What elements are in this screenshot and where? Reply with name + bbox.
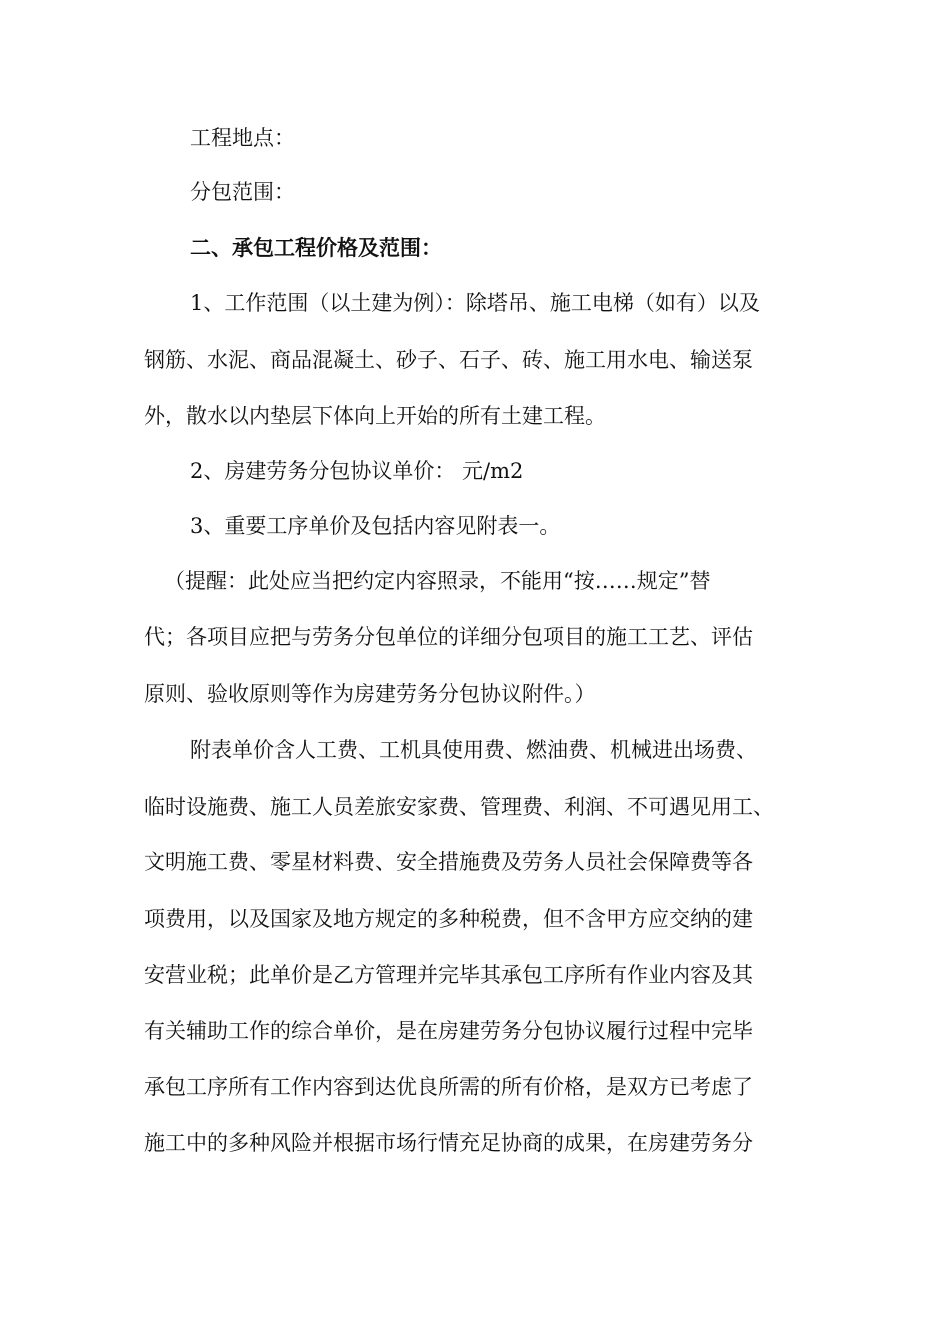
reminder-line-2: 代；各项目应把与劳务分包单位的详细分包项目的施工工艺、评估 [144, 625, 753, 649]
unit-price-line-2: 临时设施费、施工人员差旅安家费、管理费、利润、不可遇见用工、 [144, 795, 774, 819]
unit-price-line-7: 承包工序所有工作内容到达优良所需的所有价格，是双方已考虑了 [144, 1075, 753, 1099]
unit-price-line-5: 安营业税；此单价是乙方管理并完毕其承包工序所有作业内容及其 [144, 963, 753, 987]
project-location-label: 工程地点： [190, 126, 295, 150]
unit-price-line-3: 文明施工费、零星材料费、安全措施费及劳务人员社会保障费等各 [144, 850, 753, 874]
item-2-unit-price: 2、房建劳务分包协议单价： 元/m2 [190, 459, 524, 483]
reminder-line-3: 原则、验收原则等作为房建劳务分包协议附件。） [144, 682, 596, 706]
item-1-line-1: 1、工作范围（以土建为例）：除塔吊、施工电梯（如有）以及 [190, 291, 760, 315]
item-1-line-3: 外，散水以内垫层下体向上开始的所有土建工程。 [144, 404, 606, 428]
unit-price-line-4: 项费用，以及国家及地方规定的多种税费，但不含甲方应交纳的建 [144, 907, 753, 931]
unit-price-line-1: 附表单价含人工费、工机具使用费、燃油费、机械进出场费、 [190, 738, 757, 762]
item-3-procedures: 3、重要工序单价及包括内容见附表一。 [190, 514, 561, 538]
item-1-line-2: 钢筋、水泥、商品混凝土、砂子、石子、砖、施工用水电、输送泵 [144, 348, 753, 372]
section-2-heading: 二、承包工程价格及范围： [190, 235, 442, 260]
unit-price-line-8: 施工中的多种风险并根据市场行情充足协商的成果，在房建劳务分 [144, 1131, 753, 1155]
reminder-line-1: （提醒：此处应当把约定内容照录，不能用“按……规定”替 [164, 569, 711, 593]
subcontract-scope-label: 分包范围： [190, 180, 295, 204]
unit-price-line-6: 有关辅助工作的综合单价，是在房建劳务分包协议履行过程中完毕 [144, 1019, 753, 1043]
